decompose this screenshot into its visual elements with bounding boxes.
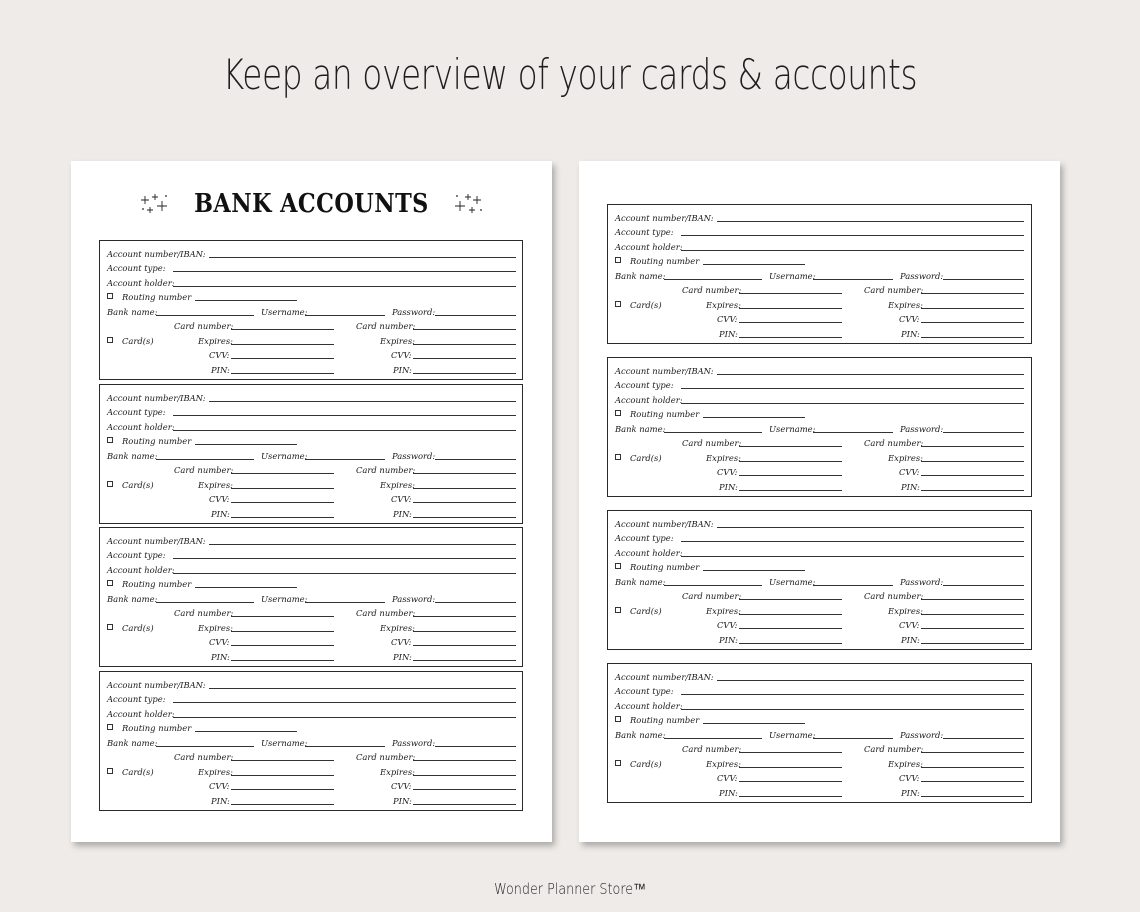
expires-label-2: Expires: [380,479,415,490]
pin-line-2[interactable] [921,490,1024,491]
routing-number-line[interactable] [195,731,297,732]
bank-account-block-3 [99,527,523,667]
expires-label-2: Expires: [888,300,923,310]
page-title: BANK ACCOUNTS [194,189,429,219]
headline: Keep an overview of your cards & accounts [222,50,918,99]
expires-line-1[interactable] [739,308,842,309]
pin-label: PIN: [211,365,230,375]
pin-line-2[interactable] [921,337,1024,338]
cvv-line-1[interactable] [739,628,842,629]
expires-line-2[interactable] [921,614,1024,615]
account-number-label: Account number/IBAN: [107,536,206,546]
account-number-label: Account number/IBAN: [107,392,206,403]
cvv-label: CVV: [209,780,230,791]
cvv-line-1[interactable] [739,322,842,323]
expires-line-1[interactable] [231,775,334,776]
bank-account-block-3 [607,510,1032,650]
card-number-line-2[interactable] [921,752,1024,753]
cards-checkbox[interactable] [615,454,621,460]
pin-label: PIN: [211,652,230,662]
pin-label: PIN: [719,788,738,798]
username-line[interactable] [305,746,385,747]
routing-number-checkbox[interactable] [615,410,621,416]
account-type-label: Account type: [615,686,674,696]
expires-line-1[interactable] [231,344,334,345]
username-line[interactable] [305,602,385,603]
account-type-label: Account type: [107,550,166,560]
cvv-line-2[interactable] [921,781,1024,782]
cards-label: Card(s) [122,766,154,777]
pin-line-1[interactable] [739,337,842,338]
password-label: Password: [900,424,944,434]
expires-line-2[interactable] [921,308,1024,309]
cvv-label-2: CVV: [899,773,920,783]
routing-number-checkbox[interactable] [615,716,621,722]
pin-line-1[interactable] [739,643,842,644]
bank-name-label: Bank name: [107,307,158,317]
username-line[interactable] [813,279,893,280]
card-number-line-1[interactable] [231,329,334,330]
routing-number-checkbox[interactable] [615,563,621,569]
account-type-line[interactable] [681,694,1024,695]
account-type-label: Account type: [107,406,166,417]
cvv-line-1[interactable] [739,475,842,476]
pin-label-2: PIN: [901,635,920,645]
pin-line-2[interactable] [413,804,516,805]
pin-line-1[interactable] [739,796,842,797]
cards-checkbox[interactable] [615,301,621,307]
pin-label-2: PIN: [901,329,920,339]
cvv-label: CVV: [717,314,738,324]
card-number-line-2[interactable] [413,329,516,330]
cards-label: Card(s) [122,336,154,346]
pin-line-1[interactable] [231,804,334,805]
cvv-line-2[interactable] [921,475,1024,476]
cvv-label: CVV: [209,637,230,647]
account-holder-line[interactable] [173,430,516,431]
bank-name-label: Bank name: [107,450,158,461]
card-number-label: Card number: [682,744,742,754]
expires-label-2: Expires: [380,623,415,633]
username-line[interactable] [813,738,893,739]
expires-line-2[interactable] [413,631,516,632]
pin-line-1[interactable] [231,373,334,374]
cards-label: Card(s) [122,623,154,633]
bank-name-line[interactable] [664,432,762,433]
page-title-row [71,187,552,221]
routing-number-label: Routing number [122,579,192,589]
expires-label: Expires: [198,479,233,490]
card-number-label: Card number: [174,321,234,331]
expires-label-2: Expires: [888,606,923,616]
cvv-line-2[interactable] [413,358,516,359]
account-type-line[interactable] [173,415,516,416]
password-label: Password: [900,271,944,281]
pin-label: PIN: [719,482,738,492]
pin-label-2: PIN: [393,508,412,519]
cvv-label-2: CVV: [391,780,412,791]
card-number-label: Card number: [682,285,742,295]
routing-number-label: Routing number [122,722,192,733]
cards-checkbox[interactable] [107,768,113,774]
bank-name-label: Bank name: [615,271,666,281]
cards-checkbox[interactable] [107,624,113,630]
cvv-line-1[interactable] [231,645,334,646]
expires-line-2[interactable] [921,461,1024,462]
account-number-label: Account number/IBAN: [615,672,714,682]
cvv-label-2: CVV: [899,467,920,477]
routing-number-checkbox[interactable] [107,437,113,443]
account-number-line[interactable] [209,688,516,689]
card-number-label-2: Card number: [864,285,924,295]
card-number-label: Card number: [174,464,234,475]
card-number-line-2[interactable] [413,473,516,474]
pin-label-2: PIN: [393,795,412,806]
expires-line-2[interactable] [413,344,516,345]
account-number-label: Account number/IBAN: [615,519,714,529]
username-label: Username: [769,271,816,281]
account-holder-label: Account holder: [107,565,175,575]
bank-name-label: Bank name: [107,594,158,604]
card-number-label: Card number: [682,438,742,448]
username-label: Username: [261,307,308,317]
pin-line-2[interactable] [921,643,1024,644]
account-holder-line[interactable] [681,403,1024,404]
card-number-label-2: Card number: [356,464,416,475]
account-type-label: Account type: [615,533,674,543]
pin-label-2: PIN: [393,652,412,662]
pin-label: PIN: [719,329,738,339]
cvv-line-2[interactable] [921,322,1024,323]
cvv-label-2: CVV: [391,350,412,360]
password-line[interactable] [943,432,1024,433]
expires-line-1[interactable] [739,461,842,462]
cvv-label-2: CVV: [391,637,412,647]
card-number-label: Card number: [174,751,234,762]
cards-label: Card(s) [630,759,662,769]
expires-label: Expires: [706,300,741,310]
card-number-label-2: Card number: [356,751,416,762]
account-number-label: Account number/IBAN: [615,366,714,376]
bank-name-label: Bank name: [615,424,666,434]
account-holder-label: Account holder: [107,421,175,432]
username-label: Username: [261,450,308,461]
card-number-line-1[interactable] [739,446,842,447]
pin-line-2[interactable] [413,660,516,661]
password-line[interactable] [943,738,1024,739]
cvv-label-2: CVV: [899,314,920,324]
account-type-line[interactable] [681,388,1024,389]
pin-label: PIN: [211,508,230,519]
card-number-line-1[interactable] [231,616,334,617]
expires-line-1[interactable] [739,767,842,768]
cvv-label-2: CVV: [391,493,412,504]
expires-label: Expires: [706,759,741,769]
footer-brand: Wonder Planner Store™ [494,880,646,898]
routing-number-line[interactable] [195,300,297,301]
expires-label-2: Expires: [380,336,415,346]
expires-line-2[interactable] [921,767,1024,768]
expires-label: Expires: [706,453,741,463]
account-number-label: Account number/IBAN: [615,213,714,223]
expires-line-1[interactable] [231,631,334,632]
cvv-label-2: CVV: [899,620,920,630]
cards-label: Card(s) [630,606,662,616]
card-number-line-1[interactable] [739,293,842,294]
pin-label-2: PIN: [901,482,920,492]
bank-name-line[interactable] [156,746,254,747]
left-page [71,161,552,842]
password-label: Password: [900,730,944,740]
account-type-label: Account type: [107,263,166,273]
right-page [579,161,1060,842]
account-number-label: Account number/IBAN: [107,249,206,259]
expires-label: Expires: [198,336,233,346]
routing-number-line[interactable] [703,723,805,724]
account-number-label: Account number/IBAN: [107,679,206,690]
routing-number-label: Routing number [630,562,700,572]
sparkle-icon-left [139,192,169,216]
cvv-label: CVV: [209,350,230,360]
routing-number-label: Routing number [630,715,700,725]
cvv-label: CVV: [717,773,738,783]
username-label: Username: [261,737,308,748]
card-number-line-2[interactable] [921,446,1024,447]
routing-number-label: Routing number [122,292,192,302]
routing-number-label: Routing number [630,256,700,266]
account-holder-label: Account holder: [107,708,175,719]
cvv-line-2[interactable] [921,628,1024,629]
pin-line-2[interactable] [413,517,516,518]
username-label: Username: [769,730,816,740]
account-holder-label: Account holder: [615,701,683,711]
bank-name-line[interactable] [664,738,762,739]
account-type-label: Account type: [107,693,166,704]
pin-line-2[interactable] [921,796,1024,797]
password-line[interactable] [435,459,516,460]
expires-line-2[interactable] [413,775,516,776]
account-holder-label: Account holder: [615,242,683,252]
account-holder-line[interactable] [681,556,1024,557]
sparkle-icon-right [454,192,484,216]
cards-checkbox[interactable] [615,760,621,766]
password-line[interactable] [435,315,516,316]
cvv-line-2[interactable] [413,645,516,646]
cards-label: Card(s) [630,300,662,310]
account-holder-line[interactable] [681,709,1024,710]
expires-line-2[interactable] [413,488,516,489]
expires-line-1[interactable] [739,614,842,615]
expires-label: Expires: [198,623,233,633]
username-label: Username: [261,594,308,604]
bank-name-line[interactable] [664,585,762,586]
bank-account-block-2 [607,357,1032,497]
username-line[interactable] [305,459,385,460]
bank-name-line[interactable] [664,279,762,280]
account-type-line[interactable] [173,558,516,559]
cvv-label: CVV: [209,493,230,504]
pin-line-1[interactable] [231,660,334,661]
card-number-line-1[interactable] [231,760,334,761]
pin-label: PIN: [211,795,230,806]
expires-line-1[interactable] [231,488,334,489]
account-holder-label: Account holder: [107,278,175,288]
account-number-line[interactable] [717,221,1024,222]
account-holder-line[interactable] [681,250,1024,251]
password-line[interactable] [435,602,516,603]
card-number-line-1[interactable] [231,473,334,474]
cards-checkbox[interactable] [107,481,113,487]
account-number-line[interactable] [717,374,1024,375]
bank-name-label: Bank name: [615,730,666,740]
routing-number-line[interactable] [195,444,297,445]
password-label: Password: [900,577,944,587]
cards-label: Card(s) [122,479,154,490]
pin-line-1[interactable] [739,490,842,491]
card-number-label-2: Card number: [356,321,416,331]
cvv-line-1[interactable] [231,502,334,503]
bank-name-line[interactable] [156,459,254,460]
bank-account-block-1 [99,240,523,380]
cvv-line-2[interactable] [413,789,516,790]
pin-label-2: PIN: [393,365,412,375]
expires-label-2: Expires: [380,766,415,777]
cards-label: Card(s) [630,453,662,463]
bank-name-label: Bank name: [107,737,158,748]
routing-number-label: Routing number [122,435,192,446]
username-line[interactable] [813,585,893,586]
password-label: Password: [392,594,436,604]
bank-name-label: Bank name: [615,577,666,587]
bank-account-block-4 [607,663,1032,803]
card-number-line-1[interactable] [739,752,842,753]
card-number-label-2: Card number: [864,591,924,601]
card-number-label-2: Card number: [864,744,924,754]
expires-label-2: Expires: [888,759,923,769]
username-line[interactable] [813,432,893,433]
cvv-label: CVV: [717,467,738,477]
card-number-line-2[interactable] [413,616,516,617]
password-label: Password: [392,307,436,317]
account-number-line[interactable] [717,680,1024,681]
account-type-line[interactable] [681,541,1024,542]
card-number-label: Card number: [682,591,742,601]
card-number-line-2[interactable] [921,599,1024,600]
routing-number-checkbox[interactable] [615,257,621,263]
bank-account-block-2 [99,384,523,524]
username-label: Username: [769,424,816,434]
bank-account-block-1 [607,204,1032,344]
routing-number-line[interactable] [195,587,297,588]
routing-number-line[interactable] [703,264,805,265]
pin-line-2[interactable] [413,373,516,374]
password-line[interactable] [943,279,1024,280]
password-label: Password: [392,450,436,461]
account-holder-line[interactable] [173,573,516,574]
account-type-label: Account type: [615,380,674,390]
cvv-line-1[interactable] [231,358,334,359]
password-label: Password: [392,737,436,748]
bank-name-line[interactable] [156,602,254,603]
pin-label: PIN: [719,635,738,645]
card-number-label-2: Card number: [356,608,416,618]
routing-number-checkbox[interactable] [107,724,113,730]
pin-label-2: PIN: [901,788,920,798]
routing-number-label: Routing number [630,409,700,419]
expires-label: Expires: [706,606,741,616]
account-holder-line[interactable] [173,286,516,287]
account-type-line[interactable] [681,235,1024,236]
cvv-label: CVV: [717,620,738,630]
bank-name-line[interactable] [156,315,254,316]
cvv-line-1[interactable] [739,781,842,782]
cvv-line-1[interactable] [231,789,334,790]
card-number-line-2[interactable] [413,760,516,761]
card-number-line-1[interactable] [739,599,842,600]
password-line[interactable] [943,585,1024,586]
cards-checkbox[interactable] [615,607,621,613]
account-number-line[interactable] [209,544,516,545]
routing-number-line[interactable] [703,417,805,418]
card-number-label: Card number: [174,608,234,618]
account-number-line[interactable] [209,257,516,258]
bank-account-block-4 [99,671,523,811]
password-line[interactable] [435,746,516,747]
account-holder-label: Account holder: [615,548,683,558]
account-number-line[interactable] [209,401,516,402]
account-type-line[interactable] [173,271,516,272]
expires-label-2: Expires: [888,453,923,463]
account-holder-label: Account holder: [615,395,683,405]
card-number-line-2[interactable] [921,293,1024,294]
account-number-line[interactable] [717,527,1024,528]
routing-number-checkbox[interactable] [107,293,113,299]
username-line[interactable] [305,315,385,316]
account-type-label: Account type: [615,227,674,237]
account-type-line[interactable] [173,702,516,703]
card-number-label-2: Card number: [864,438,924,448]
cvv-line-2[interactable] [413,502,516,503]
account-holder-line[interactable] [173,717,516,718]
expires-label: Expires: [198,766,233,777]
username-label: Username: [769,577,816,587]
pin-line-1[interactable] [231,517,334,518]
cards-checkbox[interactable] [107,337,113,343]
routing-number-checkbox[interactable] [107,580,113,586]
routing-number-line[interactable] [703,570,805,571]
